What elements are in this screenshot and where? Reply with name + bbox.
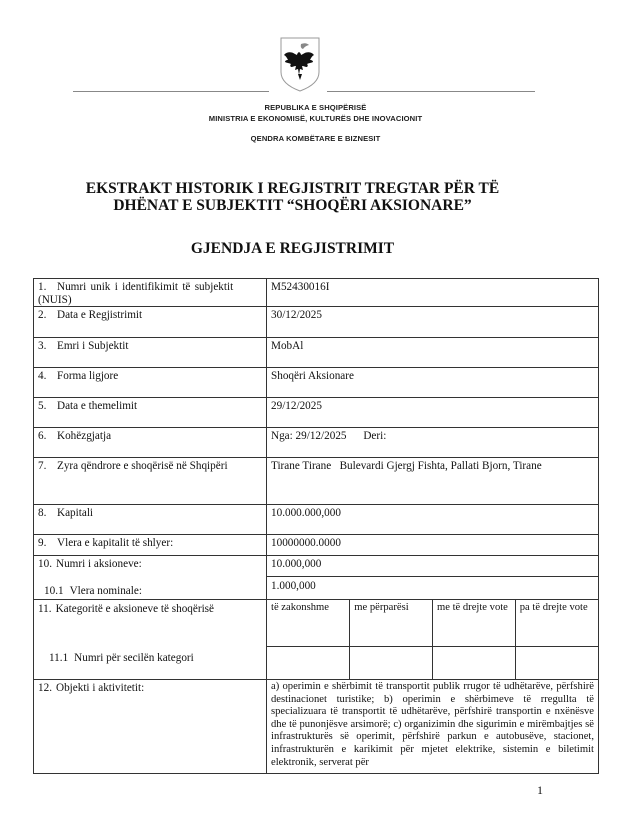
- row-label: 3. Emri i Subjektit: [34, 338, 267, 368]
- founding-date-value: 29/12/2025: [267, 398, 599, 428]
- number-of-shares-value: 10.000,000: [267, 556, 598, 577]
- category-count: [350, 646, 433, 679]
- table-row: [34, 307, 599, 338]
- document-subtitle: GJENDJA E REGJISTRIMIT: [190, 240, 395, 257]
- activity-object-value: a) operimin e shërbimit të transportit publik rrugor të udhëtarëve, përfshirë destinacionet turistike; b) operimin e shërbimeve të rregullta të specializuara të transportit të udhëtarëve, përfshirë transportin e nxënësve dhe të punonjësve arsimorë; c) organizimin dhe sigurimin e mirëmbajtjes së infrastrukturës së operimit, përfshirë parkun e autobusëve, stacionet, infrastrukturën e karikimit për mjetet elektrike, sistemin e biletimit elektronik, serverat për: [267, 680, 599, 774]
- paid-capital-value: 10000000.0000: [267, 535, 599, 556]
- table-row: [34, 338, 599, 368]
- subject-name-value: MobAl: [267, 338, 599, 368]
- shares-value-cell: [267, 556, 599, 600]
- row-label: 4. Forma ligjore: [34, 368, 267, 398]
- row-label: 6. Kohëzgjatja: [34, 428, 267, 458]
- category-count: [267, 646, 350, 679]
- duration-from: Nga: 29/12/2025: [271, 430, 347, 442]
- document-title: [0, 180, 585, 214]
- row-label: 9. Vlera e kapitalit të shlyer:: [34, 535, 267, 556]
- category-header: pa të drejte vote: [515, 600, 598, 646]
- row-label: 11. Kategoritë e aksioneve të shoqërisë 11.1 Numri për secilën kategori: [34, 600, 267, 680]
- row-label: 12. Objekti i aktivitetit:: [34, 680, 267, 774]
- category-count: [433, 646, 516, 679]
- category-header: të zakonshme: [267, 600, 350, 646]
- row-label: 2. Data e Regjistrimit: [34, 307, 267, 338]
- page-number: 1: [537, 783, 543, 797]
- duration-value: [267, 428, 599, 458]
- capital-value: 10.000.000,000: [267, 505, 599, 535]
- row-label: 7. Zyra qëndrore e shoqërisë në Shqipëri: [34, 458, 267, 505]
- share-categories-table: [267, 600, 598, 679]
- row-label: 8. Kapitali: [34, 505, 267, 535]
- head-office-value: Tirane Tirane Bulevardi Gjergj Fishta, Pallati Bjorn, Tirane: [267, 458, 599, 505]
- row-label: 10. Numri i aksioneve: 10.1 Vlera nominale:: [34, 556, 267, 600]
- header-rule-right: [327, 91, 535, 92]
- nuis-label: Numri unik i identifikimit të subjektit: [57, 281, 234, 293]
- republic-name: REPUBLIKA E SHQIPËRISË: [264, 103, 367, 112]
- legal-form-value: Shoqëri Aksionare: [267, 368, 599, 398]
- document-title-line2: DHËNAT E SUBJEKTIT “SHOQËRI AKSIONARE”: [113, 197, 472, 214]
- agency-name: QENDRA KOMBËTARE E BIZNESIT: [250, 134, 381, 143]
- albania-coat-of-arms-icon: [279, 36, 321, 92]
- table-row: [34, 556, 599, 600]
- category-count: [515, 646, 598, 679]
- table-row: [34, 505, 599, 535]
- table-row: [34, 279, 599, 307]
- registration-date-value: 30/12/2025: [267, 307, 599, 338]
- table-row: [34, 428, 599, 458]
- nuis-value: M52430016I: [267, 279, 599, 307]
- header-rule-left: [73, 91, 269, 92]
- registration-table: [33, 278, 599, 774]
- table-row: [34, 535, 599, 556]
- table-row: [34, 600, 599, 680]
- row-label: 1. Numri unik i identifikimit të subjektit (NUIS): [34, 279, 267, 307]
- category-header: me të drejte vote: [433, 600, 516, 646]
- duration-to: Deri:: [363, 430, 387, 442]
- table-row: [34, 368, 599, 398]
- row-label: 5. Data e themelimit: [34, 398, 267, 428]
- table-row: [34, 398, 599, 428]
- table-row: [34, 680, 599, 774]
- ministry-name: MINISTRIA E EKONOMISË, KULTURËS DHE INOVACIONIT: [208, 114, 423, 123]
- share-categories-cell: [267, 600, 599, 680]
- category-header: me përparësi: [350, 600, 433, 646]
- document-title-line1: EKSTRAKT HISTORIK I REGJISTRIT TREGTAR PËR TË: [85, 180, 500, 197]
- table-row: [34, 458, 599, 505]
- nominal-value: 1.000,000: [271, 580, 316, 592]
